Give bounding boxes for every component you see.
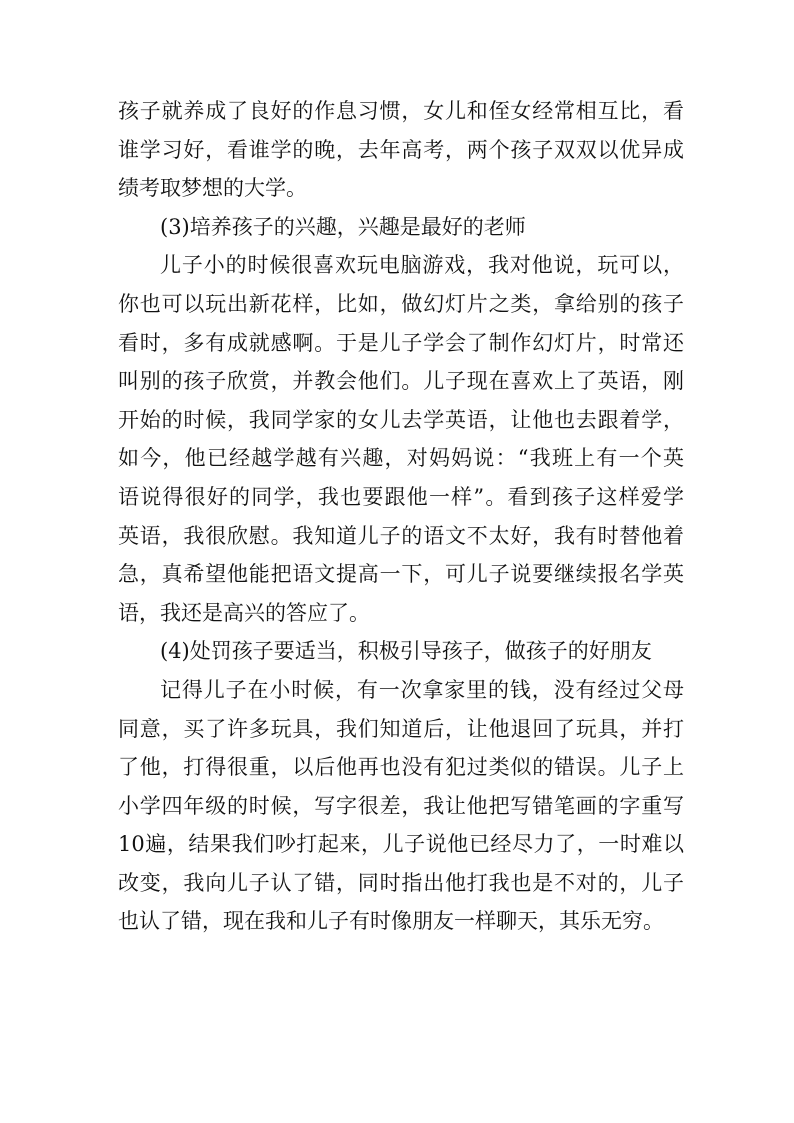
text-line: 谁学习好，看谁学的晚，去年高考，两个孩子双双以优异成 [118,137,684,162]
section-heading-3 [118,208,684,247]
text-line: 小学四年级的时候，写字很差，我让他把写错笔画的字重写 [118,793,684,818]
heading-line: (4)处罚孩子要适当，积极引导孩子，做孩子的好朋友 [160,639,652,664]
text-line: 了他，打得很重，以后他再也没有犯过类似的错误。儿子上 [118,755,684,780]
text-line: 绩考取梦想的大学。 [118,176,307,201]
document-body [118,92,684,941]
text-line: 急，真希望他能把语文提高一下，可儿子说要继续报名学英 [118,562,684,587]
text-line: 儿子小的时候很喜欢玩电脑游戏，我对他说，玩可以， [160,253,684,278]
text-line: 你也可以玩出新花样，比如，做幻灯片之类，拿给别的孩子 [118,291,684,316]
text-line: 记得儿子在小时候，有一次拿家里的钱，没有经过父母 [160,677,684,702]
paragraph-habits-continued [118,92,684,208]
text-line: 孩子就养成了良好的作息习惯，女儿和侄女经常相互比，看 [118,99,684,123]
text-line: 英语，我很欣慰。我知道儿子的语文不太好，我有时替他着 [118,523,684,548]
text-line: 语说得很好的同学，我也要跟他一样”。看到孩子这样爱学 [118,484,684,509]
heading-line: (3)培养孩子的兴趣，兴趣是最好的老师 [160,214,526,239]
text-line: 改变，我向儿子认了错，同时指出他打我也是不对的，儿子 [118,870,684,895]
text-line: 语，我还是高兴的答应了。 [118,600,370,625]
text-line: 看时，多有成就感啊。于是儿子学会了制作幻灯片，时常还 [118,330,684,355]
text-line: 叫别的孩子欣赏，并教会他们。儿子现在喜欢上了英语，刚 [118,369,684,394]
text-line: 开始的时候，我同学家的女儿去学英语，让他也去跟着学， [118,407,684,432]
text-line: 也认了错，现在我和儿子有时像朋友一样聊天，其乐无穷。 [118,909,664,934]
text-line: 如今，他已经越学越有兴趣，对妈妈说：“我班上有一个英 [118,446,684,471]
text-line: 10遍，结果我们吵打起来，儿子说他已经尽力了，一时难以 [118,832,684,857]
paragraph-discipline [118,671,684,941]
paragraph-interest [118,246,684,632]
section-heading-4 [118,632,684,671]
text-line: 同意，买了许多玩具，我们知道后，让他退回了玩具，并打 [118,716,684,741]
